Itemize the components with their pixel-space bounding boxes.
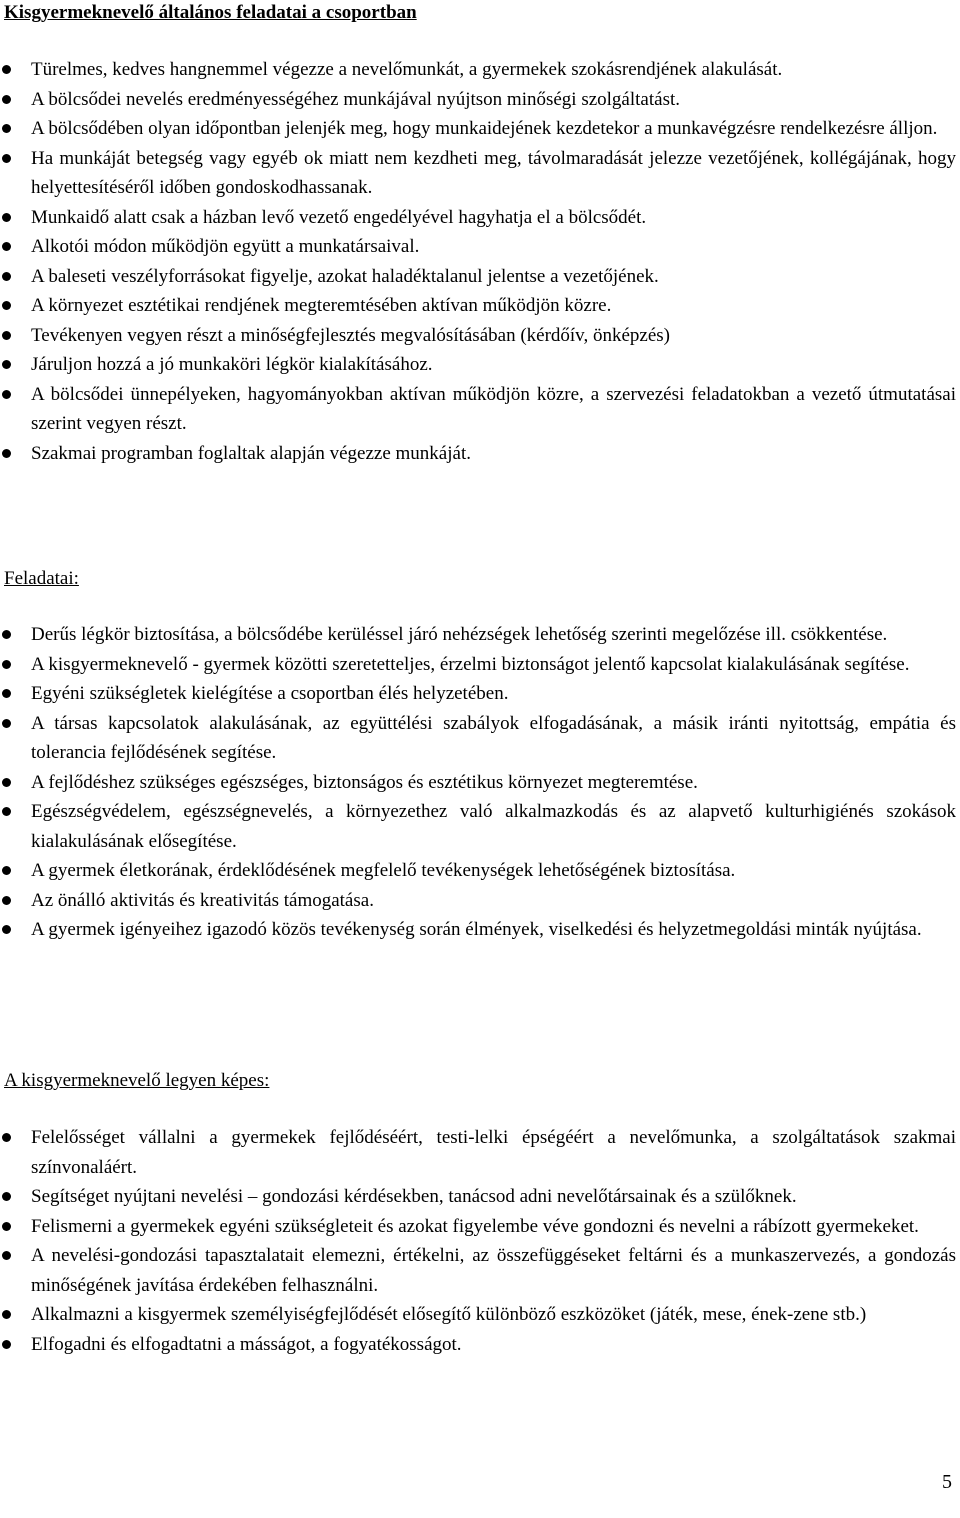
- bullet-icon: [2, 65, 11, 74]
- bullet-icon: [2, 124, 11, 133]
- bullet-icon: [2, 1251, 11, 1260]
- bullet-icon: [2, 719, 11, 728]
- list-item: Felelősséget vállalni a gyermekek fejlődéséért, testi-lelki épségéért a nevelőmunka, a szolgáltatások szakmai színvonaláért.: [0, 1123, 956, 1182]
- list-item: A bölcsődei ünnepélyeken, hagyományokban aktívan működjön közre, a szervezési feladatokban a vezető útmutatásai szerint vegyen részt.: [0, 380, 956, 439]
- list-item: A fejlődéshez szükséges egészséges, biztonságos és esztétikus környezet megteremtése.: [0, 768, 956, 798]
- list-item: A baleseti veszélyforrásokat figyelje, azokat haladéktalanul jelentse a vezetőjének.: [0, 262, 956, 292]
- bullet-icon: [2, 213, 11, 222]
- bullet-icon: [2, 272, 11, 281]
- bullet-icon: [2, 360, 11, 369]
- list-item: Az önálló aktivitás és kreativitás támogatása.: [0, 886, 956, 916]
- list-item: Elfogadni és elfogadtatni a másságot, a fogyatékosságot.: [0, 1330, 956, 1360]
- list-item: A gyermek igényeihez igazodó közös tevékenység során élmények, viselkedési és helyzetmegoldási minták nyújtása.: [0, 915, 956, 945]
- tasks-list: [0, 620, 956, 945]
- list-item: A bölcsődei nevelés eredményességéhez munkájával nyújtson minőségi szolgáltatást.: [0, 85, 956, 115]
- list-item: Egyéni szükségletek kielégítése a csoportban élés helyzetében.: [0, 679, 956, 709]
- bullet-icon: [2, 925, 11, 934]
- bullet-icon: [2, 301, 11, 310]
- capabilities-list: [0, 1123, 956, 1359]
- list-item: A bölcsődében olyan időpontban jelenjék meg, hogy munkaidejének kezdetekor a munkavégzésre rendelkezésre álljon.: [0, 114, 956, 144]
- list-item: A társas kapcsolatok alakulásának, az együttélési szabályok elfogadásának, a másik iránti nyitottság, empátia és tolerancia fejlődésének segítése.: [0, 709, 956, 768]
- list-item: Felismerni a gyermekek egyéni szükségleteit és azokat figyelembe véve gondozni és nevelni a rábízott gyermekeket.: [0, 1212, 956, 1242]
- list-item: Szakmai programban foglaltak alapján végezze munkáját.: [0, 439, 956, 469]
- bullet-icon: [2, 689, 11, 698]
- bullet-icon: [2, 95, 11, 104]
- list-item: Alkotói módon működjön együtt a munkatársaival.: [0, 232, 956, 262]
- list-item: Munkaidő alatt csak a házban levő vezető engedélyével hagyhatja el a bölcsődét.: [0, 203, 956, 233]
- list-item: Ha munkáját betegség vagy egyéb ok miatt nem kezdheti meg, távolmaradását jelezze vezetőjének, kollégájának, hogy helyettesítéséről időben gondoskodhassanak.: [0, 144, 956, 203]
- bullet-icon: [2, 630, 11, 639]
- general-duties-list: [0, 55, 956, 468]
- list-item: A környezet esztétikai rendjének megteremtésében aktívan működjön közre.: [0, 291, 956, 321]
- section-heading-tasks: Feladatai:: [4, 568, 79, 589]
- bullet-icon: [2, 896, 11, 905]
- list-item: A nevelési-gondozási tapasztalatait elemezni, értékelni, az összefüggéseket feltárni és a munkaszervezés, a gondozás minőségének javítása érdekében felhasználni.: [0, 1241, 956, 1300]
- bullet-icon: [2, 1192, 11, 1201]
- list-item: Alkalmazni a kisgyermek személyiségfejlődését elősegítő különböző eszközöket (játék, mese, ének-zene stb.): [0, 1300, 956, 1330]
- list-item: A kisgyermeknevelő - gyermek közötti szeretetteljes, érzelmi biztonságot jelentő kapcsolat kialakulásának segítése.: [0, 650, 956, 680]
- list-item: Segítséget nyújtani nevelési – gondozási kérdésekben, tanácsod adni nevelőtársainak és a szülőknek.: [0, 1182, 956, 1212]
- bullet-icon: [2, 154, 11, 163]
- bullet-icon: [2, 778, 11, 787]
- bullet-icon: [2, 1310, 11, 1319]
- list-item: Tevékenyen vegyen részt a minőségfejlesztés megvalósításában (kérdőív, önképzés): [0, 321, 956, 351]
- list-item: Derűs légkör biztosítása, a bölcsődébe kerüléssel járó nehézségek lehetőség szerinti megelőzése ill. csökkentése.: [0, 620, 956, 650]
- bullet-icon: [2, 807, 11, 816]
- list-item: Járuljon hozzá a jó munkaköri légkör kialakításához.: [0, 350, 956, 380]
- list-item: A gyermek életkorának, érdeklődésének megfelelő tevékenységek lehetőségének biztosítása.: [0, 856, 956, 886]
- bullet-icon: [2, 1340, 11, 1349]
- bullet-icon: [2, 449, 11, 458]
- bullet-icon: [2, 331, 11, 340]
- bullet-icon: [2, 660, 11, 669]
- bullet-icon: [2, 390, 11, 399]
- bullet-icon: [2, 1133, 11, 1142]
- list-item: Türelmes, kedves hangnemmel végezze a nevelőmunkát, a gyermekek szokásrendjének alakulását.: [0, 55, 956, 85]
- bullet-icon: [2, 866, 11, 875]
- bullet-icon: [2, 1222, 11, 1231]
- section-heading-general-duties: Kisgyermeknevelő általános feladatai a csoportban: [4, 2, 417, 23]
- bullet-icon: [2, 242, 11, 251]
- list-item: Egészségvédelem, egészségnevelés, a környezethez való alkalmazkodás és az alapvető kulturhigiénés szokások kialakulásának elősegítése.: [0, 797, 956, 856]
- section-heading-capabilities: A kisgyermeknevelő legyen képes:: [4, 1070, 270, 1091]
- page-number: 5: [942, 1471, 952, 1493]
